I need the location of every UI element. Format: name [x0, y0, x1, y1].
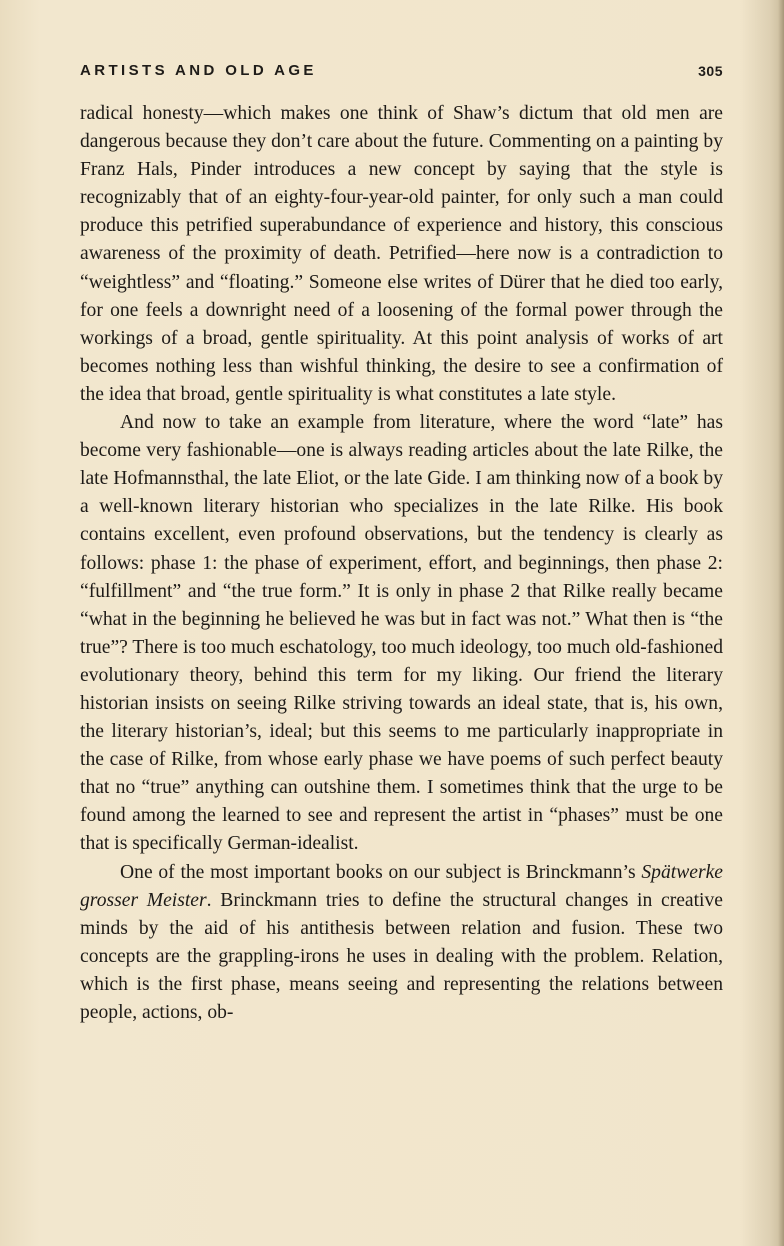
paragraph-text: One of the most important books on our subject is Brinckmann’s — [120, 861, 642, 883]
paragraph-text: And now to take an example from literature, where the word “late” has become very fashionable—one is always reading articles about the late Rilke, the late Hofmannsthal, the late Eliot, or the late Gide. I am thinking now of a book by a well-known literary historian who specializes in the late Rilke. His book contains excellent, even profound observations, but the tendency is clearly as follows: phase 1: the phase of experiment, effort, and beginnings, then phase 2: “fulfillment” and “the true form.” It is only in phase 2 that Rilke really became “what in the beginning he believed he was but in fact was not.” What then is “the true”? There is too much eschatology, too much ideology, too much old-fashioned evolutionary theory, behind this term for my liking. Our friend the literary historian insists on seeing Rilke striving towards an ideal state, that is, his own, the literary historian’s, ideal; but this seems to me particularly inappropriate in the case of Rilke, from whose early phase we have poems of such perfect beauty that no “true” anything can outshine them. I sometimes think that the urge to be found among the learned to see and represent the artist in “phases” must be one that is specifically German-idealist. — [80, 412, 723, 855]
paragraph-3 — [80, 859, 723, 1028]
body-text — [80, 100, 723, 1027]
paragraph-text: radical honesty—which makes one think of Shaw’s dictum that old men are dangerous because they don’t care about the future. Commenting on a painting by Franz Hals, Pinder introduces a new concept by saying that the style is recognizably that of an eighty-four-year-old painter, for only such a man could produce this petrified superabundance of experience and history, this conscious awareness of the proximity of death. Petrified—here now is a contradiction to “weightless” and “floating.” Someone else writes of Dürer that he died too early, for one feels a downright need of a loosening of the formal power through the workings of a broad, gentle spirituality. At this point analysis of works of art becomes nothing less than wishful thinking, the desire to see a confirmation of the idea that broad, gentle spirituality is what constitutes a late style. — [80, 103, 723, 405]
page-number: 305 — [698, 63, 723, 79]
paragraph-1 — [80, 100, 723, 409]
running-title: ARTISTS AND OLD AGE — [80, 62, 317, 79]
book-title-italic: Spätwerke grosser Meister — [80, 861, 723, 911]
page-edge-shadow — [778, 0, 784, 1246]
paragraph-text: . Brinckmann tries to define the structural changes in creative minds by the aid of his antithesis between relation and fusion. These two concepts are the grappling-irons he uses in dealing with the problem. Relation, which is the first phase, means seeing and representing the relations between people, actions, ob- — [80, 889, 723, 1023]
running-head — [80, 62, 723, 84]
paragraph-2 — [80, 409, 723, 859]
